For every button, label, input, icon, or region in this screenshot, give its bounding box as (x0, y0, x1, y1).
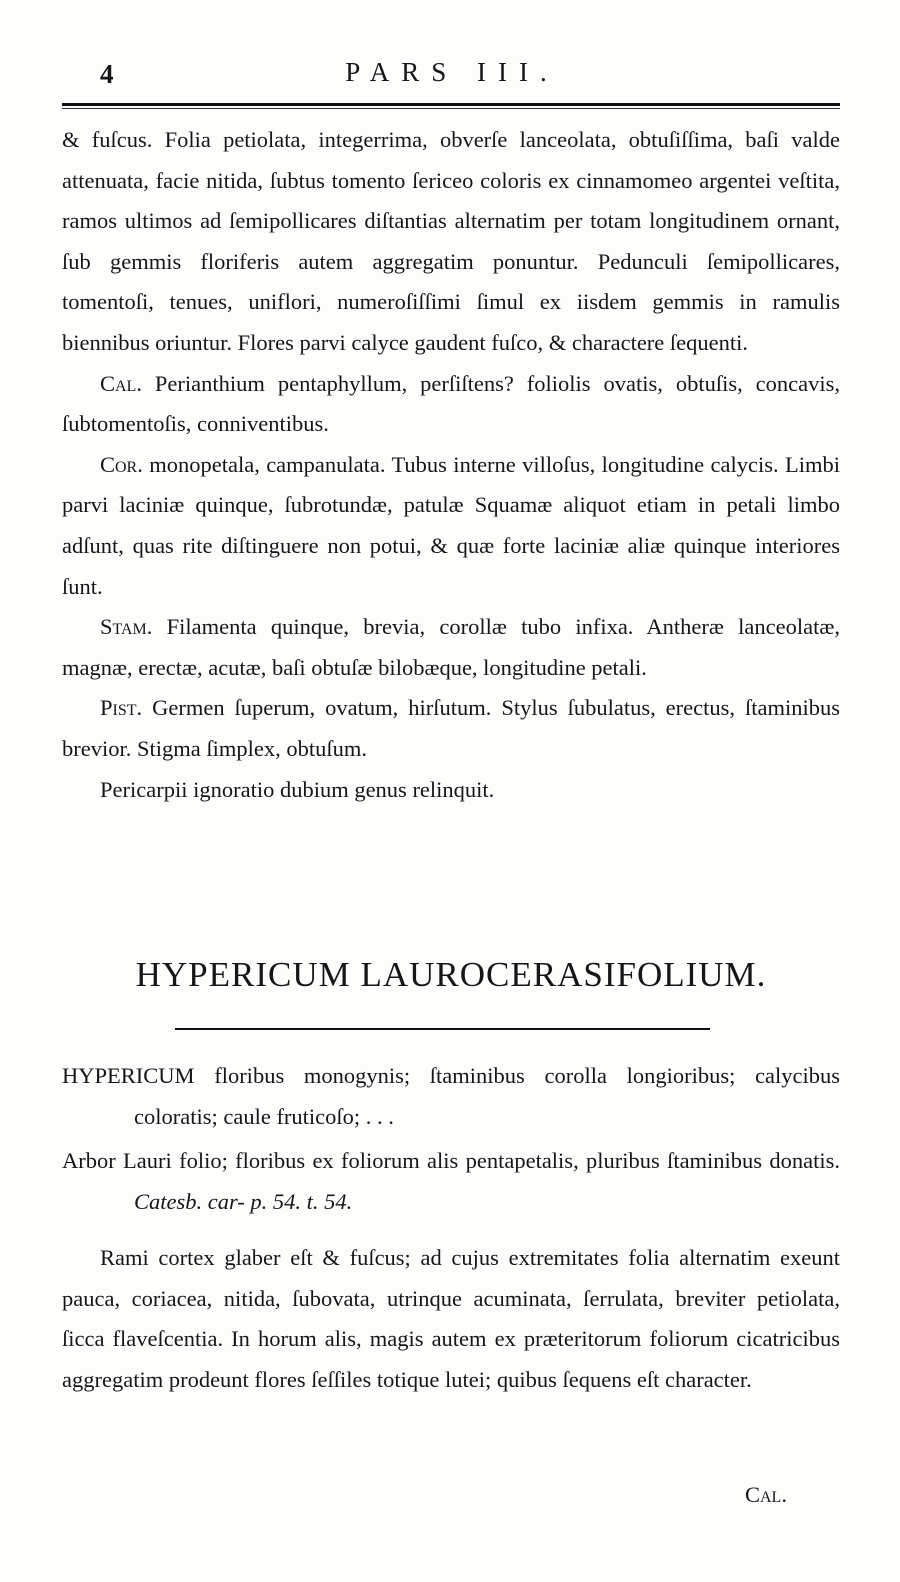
stamen-paragraph (62, 607, 840, 688)
corolla-paragraph (62, 445, 840, 607)
synonym-citation: Catesb. car- p. 54. t. 54. (134, 1188, 353, 1214)
page-header (62, 55, 842, 95)
catchword: Cal. (745, 1482, 787, 1507)
corolla-label: Cor. (100, 451, 143, 477)
pistil-label: Pist. (100, 695, 143, 721)
section-title: HYPERICUM LAUROCERASIFOLIUM. (135, 955, 767, 994)
stamen-label: Stam. (100, 614, 153, 640)
running-head: PARS III. (345, 57, 559, 87)
synonym-text: Arbor Lauri folio; floribus ex foliorum alis pentapetalis, pluribus ſtaminibus donatis. (62, 1148, 840, 1174)
description-paragraph: Rami cortex glaber eſt & fuſcus; ad cujus extremitates folia alternatim exeunt pauca, coriacea, nitida, ſubovata, utrinque acuminata, ſerrulata, breviter petiolata, ſicca flaveſcentia. In horum alis, magis autem ex præteritorum foliorum cicatricibus aggregatim prodeunt flores ſeſſiles totique lutei; quibus ſequens eſt character. (62, 1245, 840, 1392)
pericarp-paragraph: Pericarpii ignoratio dubium genus relinquit. (100, 776, 495, 802)
stamen-text: Filamenta quinque, brevia, corollæ tubo infixa. Antheræ lanceolatæ, magnæ, erectæ, acutæ, baſi obtuſæ bilobæque, longitudine petali. (62, 614, 840, 680)
pistil-paragraph (62, 688, 840, 769)
pistil-text: Germen ſuperum, ovatum, hirſutum. Stylus ſubulatus, erectus, ſtaminibus brevior. Stigma ſimplex, obtuſum. (62, 695, 840, 761)
synonym-entry (62, 1141, 840, 1222)
calyx-paragraph (62, 364, 840, 445)
calyx-text: Perianthium pentaphyllum, perſiſtens? foliolis ovatis, obtuſis, concavis, ſubtomentoſis, conniventibus. (62, 370, 840, 437)
header-rule-thin (62, 108, 840, 109)
calyx-label: Cal. (100, 370, 142, 396)
synonym-entry (62, 1056, 840, 1137)
species-description (62, 1238, 840, 1400)
synonymy-block (62, 1056, 840, 1226)
synonym-text: floribus monogynis; ſtaminibus corolla longioribus; calycibus coloratis; caule fruticoſo; . . . (134, 1063, 840, 1129)
page-number: 4 (100, 59, 114, 89)
header-rule (62, 103, 840, 106)
species-description-continued (62, 120, 840, 810)
leaves-paragraph: & fuſcus. Folia petiolata, integerrima, obverſe lanceolata, obtuſiſſima, baſi valde attenuata, facie nitida, ſubtus tomento ſericeo coloris ex cinnamomeo argentei veſtita, ramos ultimos ad ſemipollicares diſtantias alternatim per totam longitudinem ornant, ſub gemmis floriferis autem aggregatim ponuntur. Pedunculi ſemipollicares, tomentoſi, tenues, uniflori, numeroſiſſimi ſimul ex iisdem gemmis in ramulis biennibus oriuntur. Flores parvi calyce gaudent fuſco, & charactere ſequenti. (62, 127, 840, 355)
genus-name: HYPERICUM (62, 1063, 195, 1088)
corolla-text: monopetala, campanulata. Tubus interne villoſus, longitudine calycis. Limbi parvi laciniæ quinque, ſubrotundæ, patulæ Squamæ aliquot etiam in petali limbo adſunt, quas rite diſtinguere non potui, & quæ forte laciniæ aliæ quinque interiores ſunt. (62, 451, 840, 599)
title-rule (175, 1028, 710, 1030)
